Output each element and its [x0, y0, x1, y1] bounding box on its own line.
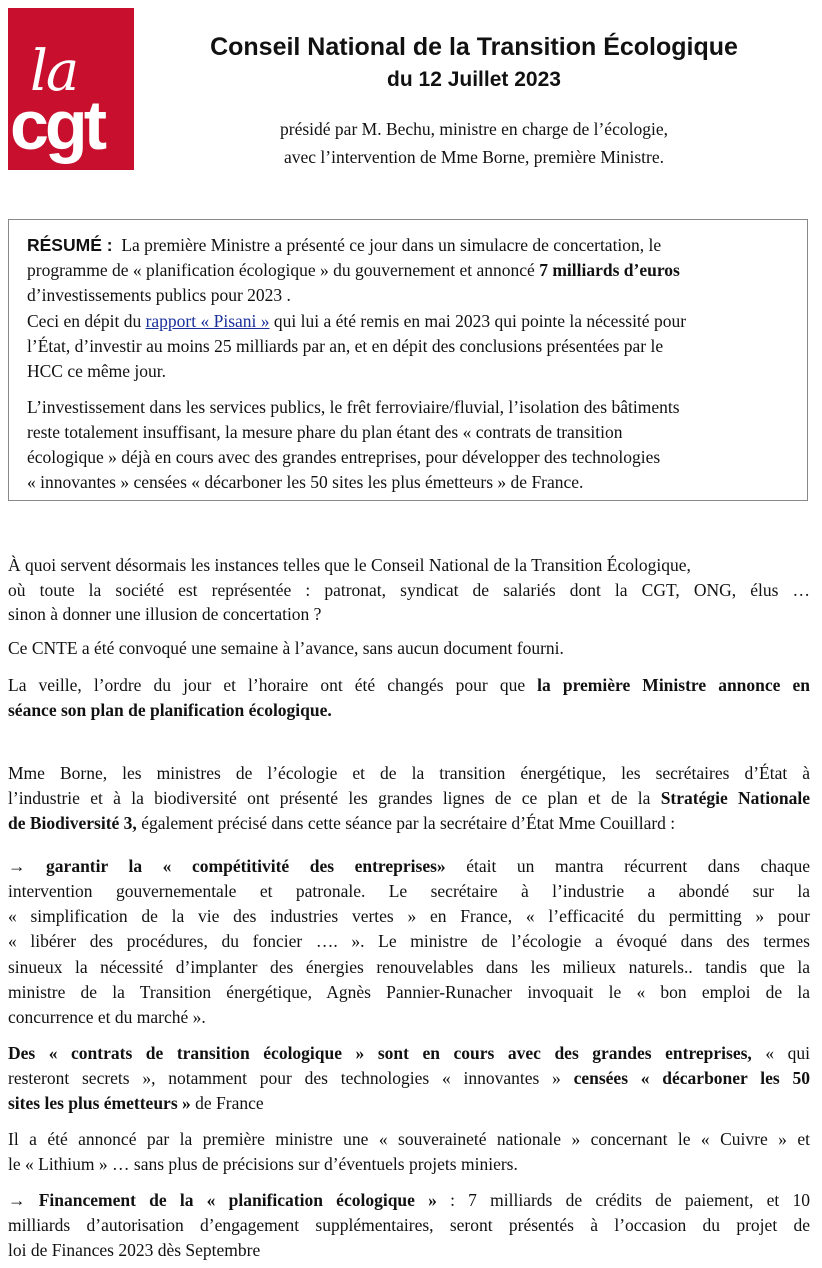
paragraph-4-bold: Stratégie Nationale	[660, 788, 810, 808]
summary-line-9: écologique » déjà en cours avec des grandes entreprises, pour développer des technologies	[27, 447, 661, 467]
summary-line-6: HCC ce même jour.	[27, 361, 167, 381]
summary-line-4	[27, 310, 686, 332]
summary-line-2-text: programme de « planification écologique » du gouvernement et annoncé	[27, 260, 540, 280]
summary-line-4-rest: qui lui a été remis en mai 2023 qui pointe la nécessité pour	[269, 311, 687, 331]
paragraph-5-line-4: « libérer des procédures, du foncier …. ». Le ministre de l’écologie a évoqué dans des termes	[8, 931, 810, 951]
paragraph-5-text: était un mantra récurrent dans chaque	[445, 856, 810, 876]
document-title: Conseil National de la Transition Écologique	[210, 33, 738, 61]
summary-line-5: l’État, d’investir au moins 25 milliards par an, et en dépit des conclusions présentées par le	[27, 336, 664, 356]
competitiveness-heading: → garantir la « compétitivité des entreprises»	[8, 856, 446, 876]
paragraph-8-line-2: milliards d’autorisation d’engagement supplémentaires, seront présentés à l’occasion du projet de	[8, 1215, 810, 1235]
paragraph-1-line-3: sinon à donner une illusion de concertation ?	[8, 604, 322, 624]
paragraph-4-bold-2: de Biodiversité 3,	[8, 813, 137, 833]
paragraph-7-line-1: Il a été annoncé par la première ministre une « souveraineté nationale » concernant le « Cuivre » et	[8, 1129, 810, 1149]
logo-text-cgt: cgt	[10, 86, 103, 164]
summary-box	[8, 219, 808, 501]
paragraph-6-bold-2: censées « décarboner les 50	[573, 1068, 810, 1088]
paragraph-2: Ce CNTE a été convoqué une semaine à l’avance, sans aucun document fourni.	[8, 638, 564, 658]
summary-text: La première Ministre a présenté ce jour dans un simulacre de concertation, le	[121, 235, 662, 255]
paragraph-4-text-2: également précisé dans cette séance par la secrétaire d’État Mme Couillard :	[136, 813, 676, 833]
paragraph-5-line-7: concurrence et du marché ».	[8, 1007, 206, 1027]
summary-line-1: RÉSUMÉ : La première Ministre a présenté ce jour dans un simulacre de concertation, le	[27, 235, 662, 255]
summary-label: RÉSUMÉ	[27, 235, 102, 255]
paragraph-6-bold: Des « contrats de transition écologique » sont en cours avec des grandes entreprises,	[8, 1043, 752, 1063]
paragraph-5-line-5: sinueux la nécessité d’implanter des énergies renouvelables dans les milieux naturels.. tandis que la	[8, 957, 810, 977]
paragraph-3-text: La veille, l’ordre du jour et l’horaire ont été changés pour que	[8, 675, 538, 695]
summary-line-3: d’investissements publics pour 2023 .	[27, 285, 291, 305]
paragraph-6-line-1	[8, 1042, 810, 1064]
paragraph-6-line-2	[8, 1067, 810, 1089]
summary-line-8: reste totalement insuffisant, la mesure phare du plan étant des « contrats de transition	[27, 422, 623, 442]
paragraph-6-text-2: resteront secrets », notamment pour des technologies « innovantes »	[8, 1068, 574, 1088]
paragraph-1-line-2: où toute la société est représentée : patronat, syndicat de salariés dont la CGT, ONG, élus …	[8, 580, 810, 600]
summary-amount: 7 milliards d’euros	[539, 260, 680, 280]
paragraph-6-text: « qui	[751, 1043, 810, 1063]
paragraph-8-line-3: loi de Finances 2023 dès Septembre	[8, 1240, 261, 1260]
cgt-logo	[8, 8, 134, 170]
summary-line-10: « innovantes » censées « décarboner les 50 sites les plus émetteurs » de France.	[27, 472, 584, 492]
paragraph-5-line-2: intervention gouvernementale et patronale. Le secrétaire à l’industrie a abondé sur la	[8, 881, 810, 901]
summary-line-7: L’investissement dans les services publics, le frêt ferroviaire/fluvial, l’isolation des bâtiments	[27, 397, 680, 417]
paragraph-5-line-3: « simplification de la vie des industries vertes » en France, « l’efficacité du permitting » pour	[8, 906, 810, 926]
paragraph-5-line-1	[8, 855, 810, 877]
paragraph-4-line-3	[8, 812, 675, 834]
paragraph-5-line-6: ministre de la Transition énergétique, Agnès Pannier-Runacher invoquait le « bon emploi de la	[8, 982, 810, 1002]
financing-heading: → Financement de la « planification écologique »	[8, 1190, 437, 1210]
document-date: du 12 Juillet 2023	[387, 68, 561, 91]
subtitle-line-1: présidé par M. Bechu, ministre en charge de l’écologie,	[280, 119, 668, 139]
summary-line-4-text: Ceci en dépit du	[27, 311, 146, 331]
subtitle-line-2: avec l’intervention de Mme Borne, première Ministre.	[283, 147, 664, 167]
paragraph-4-line-1: Mme Borne, les ministres de l’écologie et de la transition énergétique, les secrétaires d’État à	[8, 763, 810, 783]
paragraph-8-text: : 7 milliards de crédits de paiement, et 10	[436, 1190, 810, 1210]
paragraph-6-text-3: de France	[190, 1093, 264, 1113]
paragraph-6-line-3	[8, 1092, 264, 1114]
paragraph-3-line-1	[8, 674, 810, 696]
paragraph-4-text: l’industrie et à la biodiversité ont présenté les grandes lignes de ce plan et de la	[8, 788, 661, 808]
paragraph-8-line-1	[8, 1189, 810, 1211]
paragraph-6-bold-3: sites les plus émetteurs »	[8, 1093, 191, 1113]
paragraph-3-bold: la première Ministre annonce en	[537, 675, 810, 695]
pisani-report-link[interactable]: rapport « Pisani »	[145, 311, 270, 331]
paragraph-1-line-1: À quoi servent désormais les instances telles que le Conseil National de la Transition Écologique,	[8, 555, 691, 575]
paragraph-4-line-2	[8, 787, 810, 809]
logo-text-la: la	[30, 39, 78, 104]
summary-line-2	[27, 259, 680, 281]
paragraph-7-line-2: le « Lithium » … sans plus de précisions sur d’éventuels projets miniers.	[8, 1154, 518, 1174]
paragraph-3-line-2: séance son plan de planification écologique.	[8, 700, 332, 720]
